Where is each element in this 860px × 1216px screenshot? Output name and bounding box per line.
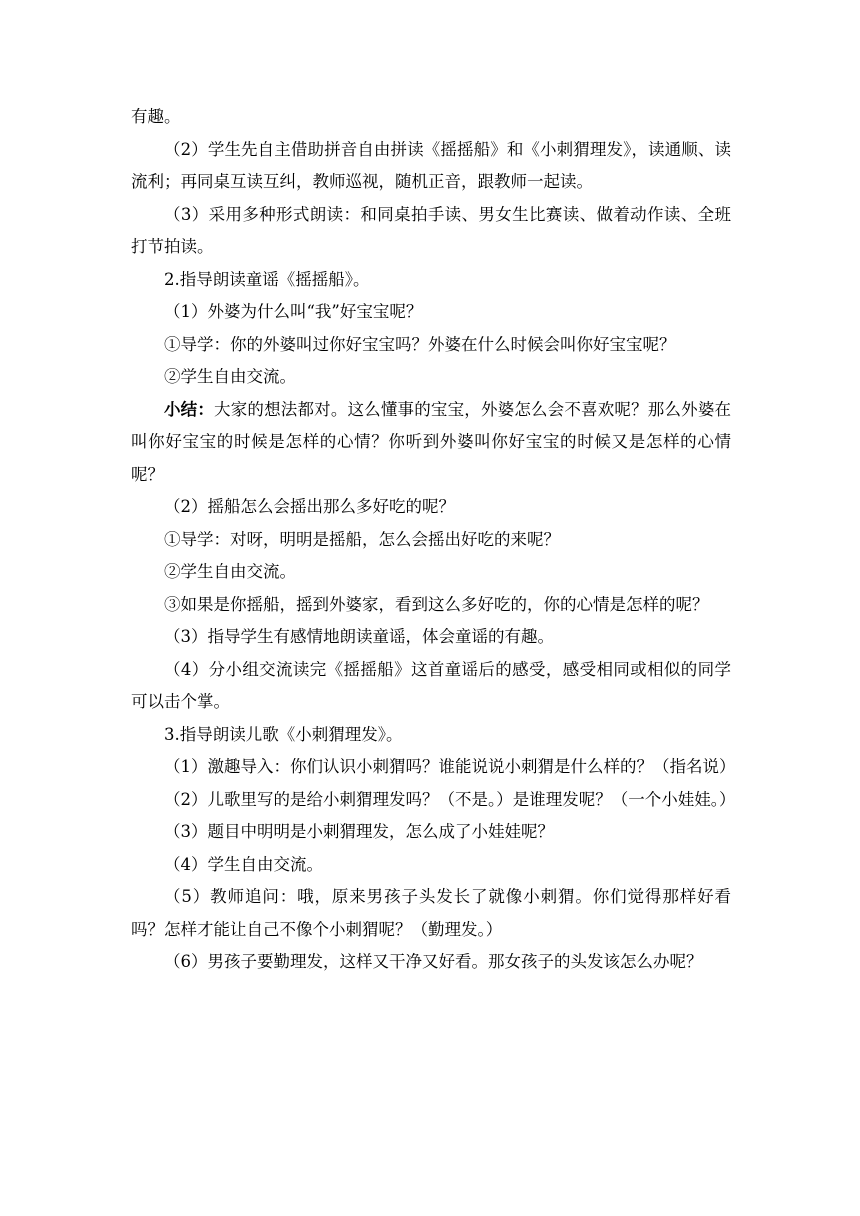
summary-lead: 小结：	[164, 399, 215, 419]
paragraph-20: （6）男孩子要勤理发，这样又干净又好看。那女孩子的头发该怎么办呢？	[164, 952, 703, 971]
summary-text: 大家的想法都对。这么懂事的宝宝，外婆怎么会不喜欢呢？那么外婆在叫你好宝宝的时候是怎样的心情？你听到外婆叫你好宝宝的时候又是怎样的心情呢？	[131, 399, 732, 484]
paragraph-10: ②学生自由交流。	[164, 562, 296, 581]
paragraph-11: ③如果是你摇船，摇到外婆家，看到这么多好吃的，你的心情是怎样的呢？	[164, 594, 709, 614]
paragraph-5: ①导学：你的外婆叫过你好宝宝吗？外婆在什么时候会叫你好宝宝呢？	[164, 334, 676, 354]
summary-paragraph	[131, 394, 731, 492]
section-heading-3: 3.指导朗读儿歌《小刺猬理发》。	[164, 724, 403, 744]
paragraph-17: （3）题目中明明是小刺猬理发，怎么成了小娃娃呢？	[164, 822, 554, 841]
document-page	[131, 101, 736, 979]
paragraph-2: （3）采用多种形式朗读：和同桌拍手读、男女生比赛读、做着动作读、全班打节拍读。	[131, 204, 731, 256]
paragraph-0: 有趣。	[131, 107, 181, 126]
paragraph-12: （3）指导学生有感情地朗读童谣，体会童谣的有趣。	[164, 627, 554, 646]
paragraph-19: （5）教师追问：哦，原来男孩子头发长了就像小刺猬。你们觉得那样好看吗？怎样才能让自己不像个小刺猬呢？（勤理发。）	[131, 887, 731, 939]
paragraph-18: （4）学生自由交流。	[164, 854, 323, 874]
paragraph-8: （2）摇船怎么会摇出那么多好吃的呢？	[164, 497, 455, 516]
paragraph-1: （2）学生先自主借助拼音自由拼读《摇摇船》和《小刺猬理发》，读通顺、读流利；再同桌互读互纠，教师巡视，随机正音，跟教师一起读。	[131, 139, 731, 191]
paragraph-9: ①导学：对呀，明明是摇船，怎么会摇出好吃的来呢？	[164, 529, 560, 549]
paragraph-13: （4）分小组交流读完《摇摇船》这首童谣后的感受，感受相同或相似的同学可以击个掌。	[131, 659, 731, 711]
paragraph-6: ②学生自由交流。	[164, 367, 296, 386]
paragraph-4: （1）外婆为什么叫“我”好宝宝呢？	[164, 302, 423, 321]
paragraph-16: （2）儿歌里写的是给小刺猬理发吗？（不是。）是谁理发呢？（一个小娃娃。）	[164, 789, 736, 809]
section-heading-2: 2.指导朗读童谣《摇摇船》。	[164, 269, 370, 289]
paragraph-15: （1）激趣导入：你们认识小刺猬吗？谁能说说小刺猬是什么样的？（指名说）	[164, 757, 736, 776]
